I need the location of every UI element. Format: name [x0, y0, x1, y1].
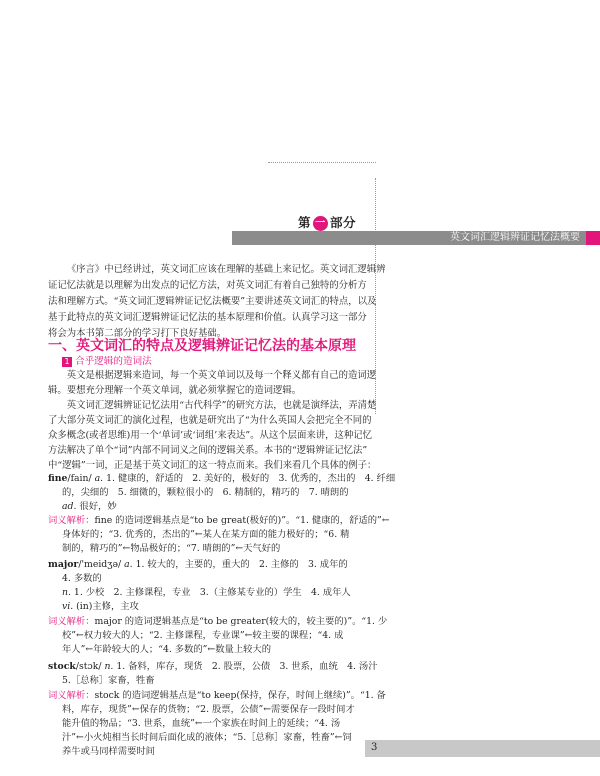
body-line: 众多概念(或者思维)用一个‘单词’或‘词组’来表达”。从这个层面来讲，这种记忆 — [48, 430, 373, 441]
entry-fine-definition-cont: 的，尖细的 5. 细微的，颗粒很小的 6. 精制的，精巧的 7. 晴朗的 — [62, 487, 349, 498]
analysis-line: 料，库存，现货”←保存的货物；“2. 股票，公债”←需要保存一段时间才 — [62, 704, 355, 715]
meanings: 1. 备料，库存，现货 2. 股票，公债 3. 世系，血统 4. 汤汁 — [116, 661, 378, 672]
entry-fine-analysis — [48, 514, 390, 528]
part-number-badge: 一 — [313, 216, 328, 231]
analysis-label: 词义解析： — [48, 616, 95, 627]
part-banner-accent — [586, 231, 600, 245]
part-of-speech: vi. — [62, 601, 74, 612]
analysis-line: fine 的造词逻辑基点是“to be great(极好的)”。“1. 健康的，舒适的”← — [94, 515, 390, 526]
part-label-prefix: 第 — [298, 215, 312, 230]
meanings: 1. 较大的，主要的，重大的 2. 主修的 3. 成年的 — [135, 559, 348, 570]
body-line: 英文是根据逻辑来造词，每一个英文单词以及每一个释义都有自己的造词逻 — [66, 370, 377, 381]
meanings: 1. 健康的，舒适的 2. 美好的，极好的 3. 优秀的，杰出的 4. 纤细 — [106, 473, 396, 484]
part-of-speech: a. — [94, 473, 104, 484]
body-paragraph — [48, 368, 560, 473]
analysis-line: 汁”←小火炖相当长时间后面化成的液体；“5.［总称］家畜，牲畜”←饲 — [62, 732, 352, 743]
analysis-label: 词义解析： — [48, 515, 95, 526]
headword: stock — [48, 661, 76, 672]
section-title: 一、英文词汇的特点及逻辑辨证记忆法的基本原理 — [48, 338, 356, 354]
intro-line: 法和理解方式。“英文词汇逻辑辨证记忆法概要”主要讲述英文词汇的特点，以及 — [48, 296, 377, 307]
analysis-line: 身体好的；“3. 优秀的，杰出的”←某人在某方面的能力极好的；“6. 精 — [62, 529, 350, 540]
subsection-number: 1 — [62, 357, 72, 367]
meanings: 1. 少校 2. 主修课程，专业 3.（主修某专业的）学生 4. 成年人 — [73, 587, 351, 598]
phonetic: /fain/ — [67, 473, 92, 484]
body-line: 辑。要想充分理解一个英文单词，就必须掌握它的造词逻辑。 — [48, 385, 302, 396]
analysis-line: 校”←权力较大的人；“2. 主修课程，专业课”←较主要的课程；“4. 成 — [62, 630, 344, 641]
body-line: 英文词汇逻辑辨证记忆法用“古代科学”的研究方法，也就是演绎法，弄清楚 — [66, 400, 377, 411]
intro-line: 《序言》中已经讲过，英文词汇应该在理解的基础上来记忆。英文词汇逻辑辨 — [66, 264, 386, 275]
part-of-speech: a. — [124, 559, 133, 570]
entry-fine-adverb — [62, 500, 117, 514]
part-banner — [232, 231, 600, 245]
phonetic: /'meidʒə/ — [78, 559, 122, 570]
analysis-line: major 的造词逻辑基点是“to be greater(较大的，较主要的)”。“1. 少 — [94, 616, 388, 627]
page-number: 3 — [371, 742, 378, 753]
entry-major-analysis — [48, 615, 387, 629]
subsection-title — [62, 353, 152, 367]
entry-major-verb — [62, 600, 139, 614]
analysis-label: 词义解析： — [48, 690, 95, 701]
subsection-title-text: 合乎逻辑的造词法 — [75, 356, 152, 367]
intro-paragraph — [48, 262, 560, 342]
headword: fine — [48, 473, 68, 484]
phonetic: /stɔk/ — [75, 661, 102, 672]
body-line: 了大部分英文词汇的演化过程，也就是研究出了“为什么英国人会把完全不同的 — [48, 415, 372, 426]
analysis-line: 年人”←年龄较大的人；“4. 多数的”←数量上较大的 — [62, 644, 272, 655]
analysis-line: 能升值的物品；“3. 世系，血统”←一个家族在时间上的延续；“4. 汤 — [62, 718, 341, 729]
body-line: 方法解决了单个“词”内部不同词义之间的逻辑关系。本书的“逻辑辨证记忆法” — [48, 445, 368, 456]
part-of-speech: n. — [62, 587, 71, 598]
intro-line: 将会为本书第二部分的学习打下良好基础。 — [48, 328, 227, 339]
entry-stock-definition-cont: 5.［总称］家畜，牲畜 — [62, 675, 155, 686]
entry-major-definition-cont: 4. 多数的 — [62, 573, 102, 584]
page-footer-bar — [365, 740, 600, 757]
entry-fine-definition — [48, 472, 395, 486]
intro-line: 基于此特点的英文词汇逻辑辨证记忆法的基本原理和价值。认真学习这一部分 — [48, 312, 367, 323]
part-of-speech: n. — [104, 661, 114, 672]
intro-line: 证记忆法就是以理解为出发点的记忆方法，对英文词汇有着自己独特的分析方 — [48, 280, 367, 291]
part-label-suffix: 部分 — [330, 215, 357, 230]
part-of-speech: ad. — [62, 501, 77, 512]
analysis-line: stock 的造词逻辑基点是“to keep(保持，保存，时间上继续)”。“1. 备 — [94, 690, 386, 701]
dotted-guide-horizontal — [268, 162, 376, 163]
analysis-line: 制的，精巧的”←物品极好的；“7. 晴朗的”←天气好的 — [62, 543, 281, 554]
headword: major — [48, 559, 79, 570]
entry-major-definition — [48, 558, 348, 572]
analysis-line: 养牛或马同样需要时间 — [62, 746, 155, 757]
entry-stock-definition — [48, 660, 378, 674]
meanings: (in)主修，主攻 — [76, 601, 139, 612]
entry-major-noun — [62, 586, 351, 600]
part-label — [298, 213, 356, 231]
part-subtitle: 英文词汇逻辑辨证记忆法概要 — [450, 232, 580, 243]
meanings: 很好，妙 — [79, 501, 117, 512]
entry-stock-analysis — [48, 689, 386, 703]
body-line: 中“逻辑”一词，正是基于英文词汇的这一特点而来。我们来看几个具体的例子： — [48, 460, 377, 471]
